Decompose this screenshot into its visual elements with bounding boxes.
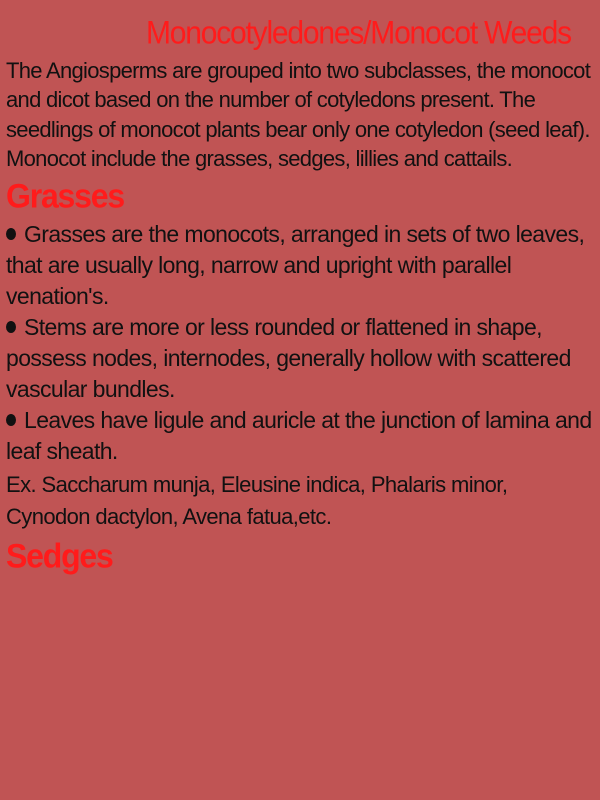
grasses-bullet-item [6, 312, 592, 405]
bullet-icon [6, 228, 16, 240]
grasses-example: Ex. Saccharum munja, Eleusine indica, Phalaris minor, Cynodon dactylon, Avena fatua,etc. [6, 472, 508, 530]
bullet-text: Stems are more or less rounded or flattened in shape, possess nodes, internodes, generally hollow with scattered vascular bundles. [6, 314, 571, 403]
intro-paragraph: The Angiosperms are grouped into two subclasses, the monocot and dicot based on the number of cotyledons present. The seedlings of monocot plants bear only one cotyledon (seed leaf). Monocot include the grasses, sedges, lillies and cattails. [6, 58, 591, 171]
section-heading-grasses: Grasses [6, 176, 124, 216]
grasses-bullet-item [6, 405, 592, 467]
bullet-icon [6, 414, 16, 426]
grasses-bullet-item [6, 219, 592, 312]
page-title: Monocotyledones/Monocot Weeds [146, 15, 571, 52]
grasses-bullet-list [6, 219, 592, 467]
bullet-text: Leaves have ligule and auricle at the junction of lamina and leaf sheath. [6, 407, 592, 465]
bullet-icon [6, 321, 16, 333]
bullet-text: Grasses are the monocots, arranged in sets of two leaves, that are usually long, narrow and upright with parallel venation's. [6, 221, 585, 310]
section-heading-sedges: Sedges [6, 536, 113, 576]
